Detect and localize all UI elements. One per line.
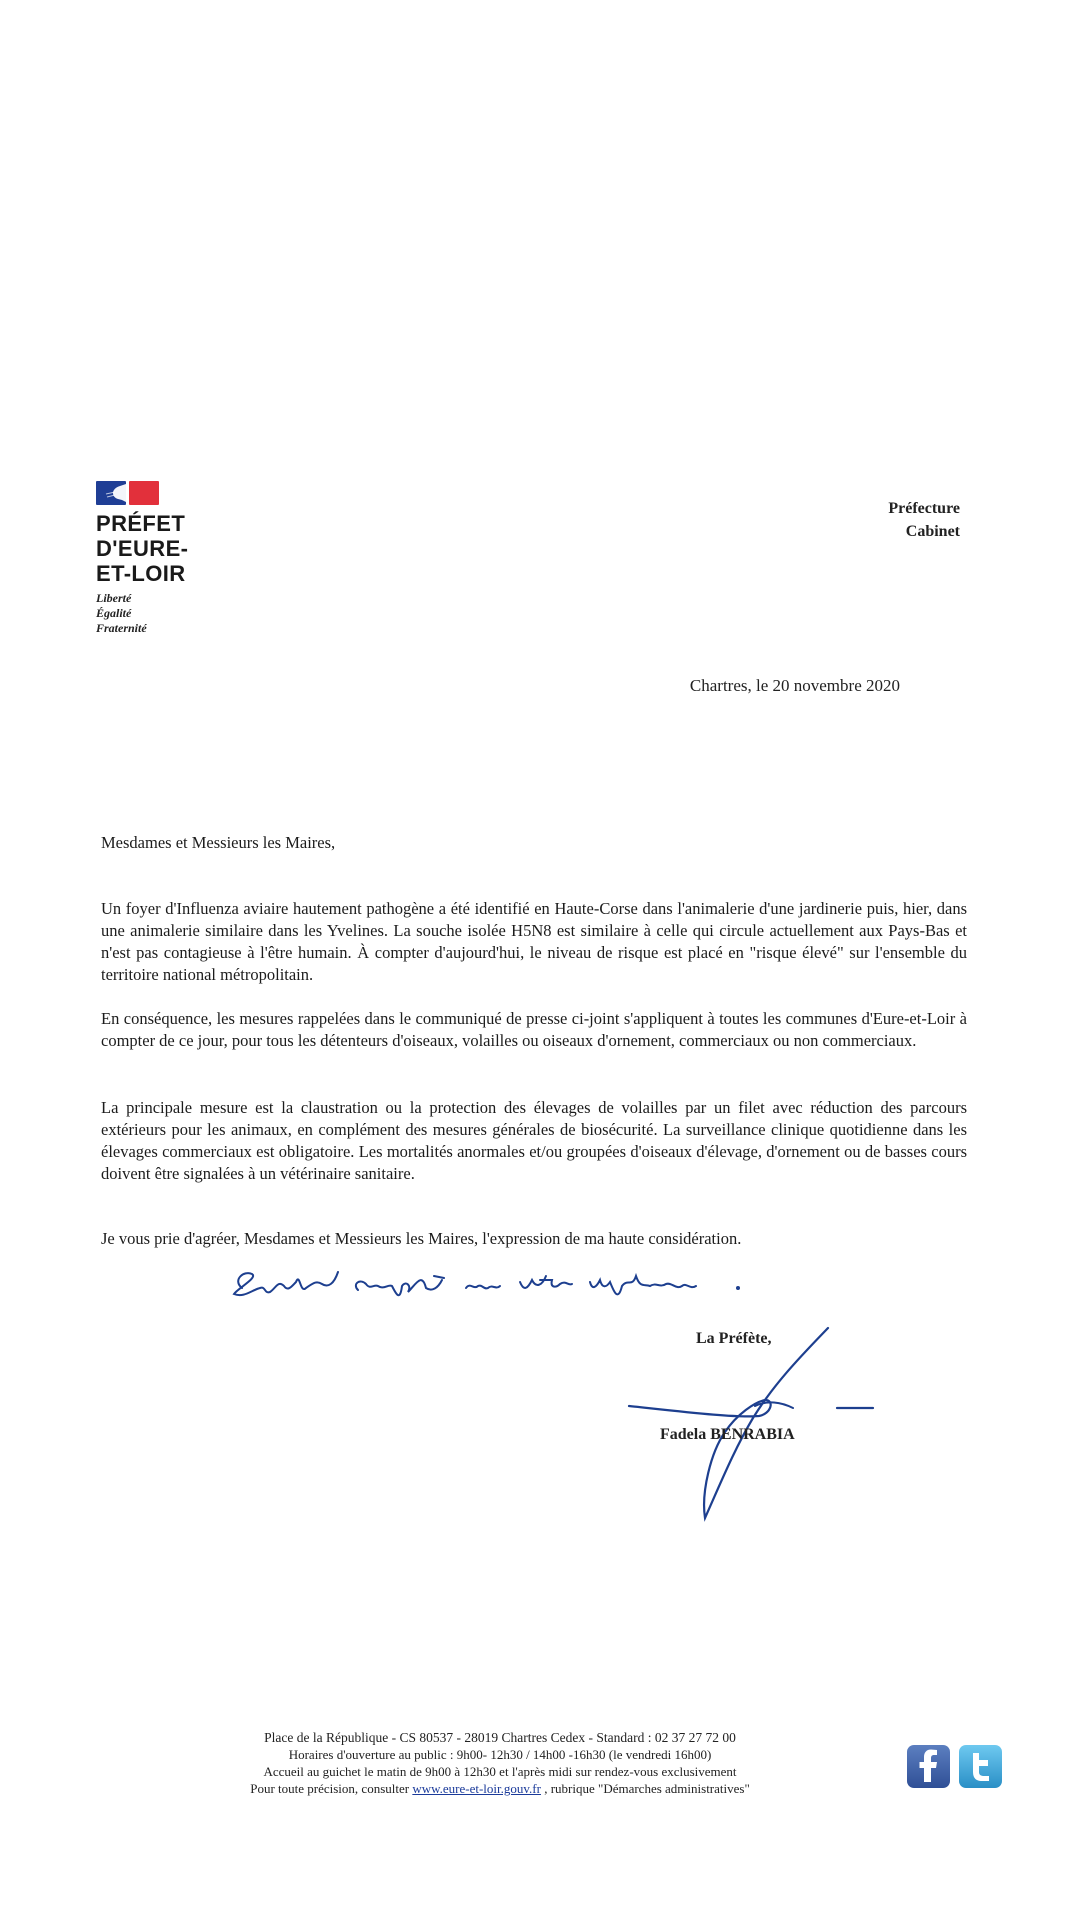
footer bbox=[180, 1729, 820, 1797]
prefecture-logo bbox=[96, 481, 276, 636]
paragraph-1: Un foyer d'Influenza aviaire hautement pathogène a été identifié en Haute-Corse dans l'animalerie d'une jardinerie puis, hier, dans une animalerie similaire dans les Yvelines. La souche isolée H5N8 est similaire à celle qui circule actuellement aux Pays-Bas et n'est pas contagieuse à l'être humain. À compter d'aujourd'hui, le niveau de risque est placé en "risque élevé" sur l'ensemble du territoire national métropolitain. bbox=[101, 899, 967, 984]
facebook-icon[interactable] bbox=[907, 1745, 950, 1788]
paragraph-3: La principale mesure est la claustration ou la protection des élevages de volailles par un filet avec réduction des parcours extérieurs pour les animaux, en complément des mesures générales de biosécurité. La surveillance clinique quotidienne dans les élevages commerciaux est obligatoire. Les mortalités anormales et/ou groupées d'oiseaux d'élevage, d'ornement ou de basses cours doivent être signalées à un vétérinaire sanitaire. bbox=[101, 1098, 967, 1183]
republic-motto: Liberté Égalité Fraternité bbox=[96, 591, 147, 635]
signatory-title: La Préfète, bbox=[696, 1330, 772, 1347]
website-link[interactable]: www.eure-et-loir.gouv.fr bbox=[412, 1781, 541, 1796]
paragraph-2: En conséquence, les mesures rappelées dans le communiqué de presse ci-joint s'appliquent à toutes les communes d'Eure-et-Loir à compter de ce jour, pour tous les détenteurs d'oiseaux, volailles ou oiseaux d'ornement, commerciaux ou non commerciaux. bbox=[101, 1009, 967, 1050]
signature-mark bbox=[625, 1322, 895, 1522]
twitter-icon[interactable] bbox=[959, 1745, 1002, 1788]
footer-reception: Accueil au guichet le matin de 9h00 à 12h30 et l'après midi sur rendez-vous exclusivement bbox=[263, 1764, 737, 1779]
footer-website-line bbox=[180, 1780, 820, 1797]
letter-date: Chartres, le 20 novembre 2020 bbox=[689, 676, 900, 695]
service-header bbox=[888, 497, 960, 543]
service-line-cabinet: Cabinet bbox=[905, 523, 960, 540]
salutation: Mesdames et Messieurs les Maires, bbox=[101, 833, 336, 852]
marianne-flag-icon bbox=[96, 481, 159, 505]
service-line-prefecture: Préfecture bbox=[888, 500, 960, 517]
footer-website-suffix: , rubrique "Démarches administratives" bbox=[540, 1781, 750, 1796]
signatory-name: Fadela BENRABIA bbox=[660, 1426, 795, 1443]
footer-address: Place de la République - CS 80537 - 28019 Chartres Cedex - Standard : 02 37 27 72 00 bbox=[264, 1730, 736, 1745]
footer-website-prefix: Pour toute précision, consulter bbox=[250, 1781, 413, 1796]
handwritten-note bbox=[230, 1258, 770, 1313]
closing-formula: Je vous prie d'agréer, Mesdames et Messieurs les Maires, l'expression de ma haute considération. bbox=[101, 1229, 742, 1248]
footer-hours: Horaires d'ouverture au public : 9h00- 12h30 / 14h00 -16h30 (le vendredi 16h00) bbox=[288, 1747, 712, 1762]
prefecture-name: PRÉFET D'EURE- ET-LOIR bbox=[96, 511, 189, 586]
